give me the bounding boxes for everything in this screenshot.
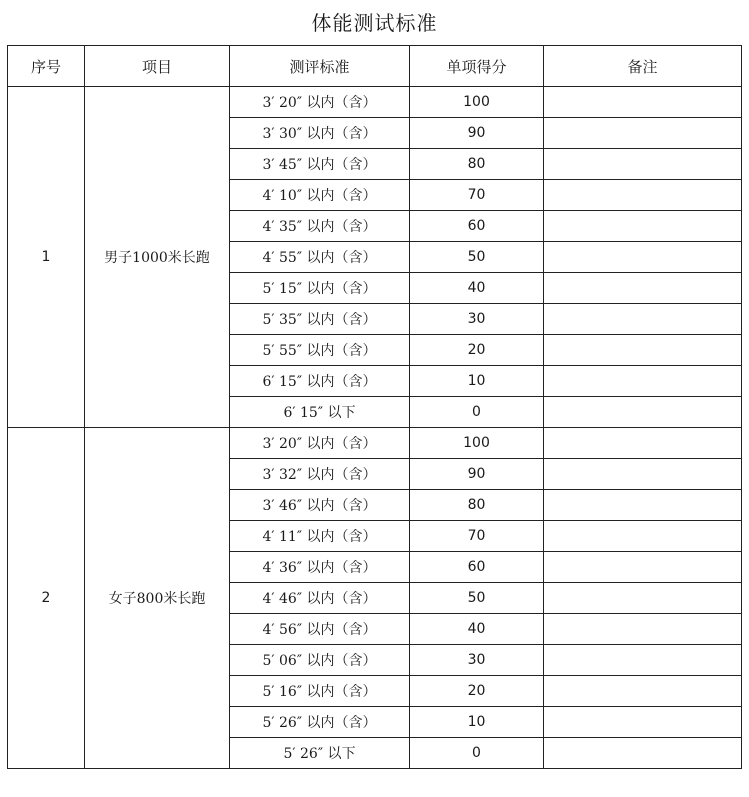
standard-cell: 4′ 55″ 以内（含） (230, 242, 410, 273)
standard-cell: 3′ 20″ 以内（含） (230, 428, 410, 459)
group-item: 男子1000米长跑 (85, 87, 230, 428)
standard-cell: 5′ 15″ 以内（含） (230, 273, 410, 304)
score-cell: 20 (410, 335, 544, 366)
score-cell: 60 (410, 552, 544, 583)
standard-cell: 3′ 32″ 以内（含） (230, 459, 410, 490)
standard-cell: 3′ 45″ 以内（含） (230, 149, 410, 180)
remark-cell (544, 428, 742, 459)
standards-table (7, 45, 742, 769)
score-cell: 0 (410, 397, 544, 428)
header-row (8, 46, 742, 87)
remark-cell (544, 366, 742, 397)
remark-cell (544, 273, 742, 304)
remark-cell (544, 552, 742, 583)
remark-cell (544, 304, 742, 335)
header-no: 序号 (8, 46, 85, 87)
standard-cell: 6′ 15″ 以下 (230, 397, 410, 428)
score-cell: 90 (410, 459, 544, 490)
standard-cell: 3′ 20″ 以内（含） (230, 87, 410, 118)
remark-cell (544, 645, 742, 676)
group-number: 1 (8, 87, 85, 428)
standard-cell: 4′ 35″ 以内（含） (230, 211, 410, 242)
score-cell: 70 (410, 521, 544, 552)
remark-cell (544, 738, 742, 769)
header-item: 项目 (85, 46, 230, 87)
remark-cell (544, 676, 742, 707)
remark-cell (544, 335, 742, 366)
score-cell: 80 (410, 149, 544, 180)
score-cell: 40 (410, 273, 544, 304)
standard-cell: 5′ 26″ 以内（含） (230, 707, 410, 738)
table-row (8, 87, 742, 118)
score-cell: 30 (410, 645, 544, 676)
score-cell: 50 (410, 242, 544, 273)
table-body (8, 87, 742, 769)
standard-cell: 3′ 46″ 以内（含） (230, 490, 410, 521)
score-cell: 70 (410, 180, 544, 211)
header-remark: 备注 (544, 46, 742, 87)
standard-cell: 3′ 30″ 以内（含） (230, 118, 410, 149)
group-item: 女子800米长跑 (85, 428, 230, 769)
page-title: 体能测试标准 (311, 11, 438, 35)
score-cell: 10 (410, 366, 544, 397)
score-cell: 80 (410, 490, 544, 521)
standard-cell: 4′ 46″ 以内（含） (230, 583, 410, 614)
remark-cell (544, 459, 742, 490)
remark-cell (544, 583, 742, 614)
standard-cell: 6′ 15″ 以内（含） (230, 366, 410, 397)
standard-cell: 5′ 55″ 以内（含） (230, 335, 410, 366)
standard-cell: 5′ 26″ 以下 (230, 738, 410, 769)
score-cell: 50 (410, 583, 544, 614)
standard-cell: 5′ 35″ 以内（含） (230, 304, 410, 335)
standard-cell: 4′ 56″ 以内（含） (230, 614, 410, 645)
table-row (8, 428, 742, 459)
score-cell: 40 (410, 614, 544, 645)
standard-cell: 4′ 10″ 以内（含） (230, 180, 410, 211)
standard-cell: 5′ 16″ 以内（含） (230, 676, 410, 707)
remark-cell (544, 87, 742, 118)
score-cell: 60 (410, 211, 544, 242)
remark-cell (544, 614, 742, 645)
remark-cell (544, 118, 742, 149)
standard-cell: 4′ 11″ 以内（含） (230, 521, 410, 552)
remark-cell (544, 211, 742, 242)
remark-cell (544, 397, 742, 428)
score-cell: 100 (410, 87, 544, 118)
header-score: 单项得分 (410, 46, 544, 87)
score-cell: 0 (410, 738, 544, 769)
score-cell: 100 (410, 428, 544, 459)
header-standard: 测评标准 (230, 46, 410, 87)
remark-cell (544, 521, 742, 552)
score-cell: 10 (410, 707, 544, 738)
remark-cell (544, 180, 742, 211)
score-cell: 30 (410, 304, 544, 335)
score-cell: 20 (410, 676, 544, 707)
standard-cell: 5′ 06″ 以内（含） (230, 645, 410, 676)
remark-cell (544, 242, 742, 273)
remark-cell (544, 707, 742, 738)
group-number: 2 (8, 428, 85, 769)
standard-cell: 4′ 36″ 以内（含） (230, 552, 410, 583)
remark-cell (544, 490, 742, 521)
score-cell: 90 (410, 118, 544, 149)
remark-cell (544, 149, 742, 180)
